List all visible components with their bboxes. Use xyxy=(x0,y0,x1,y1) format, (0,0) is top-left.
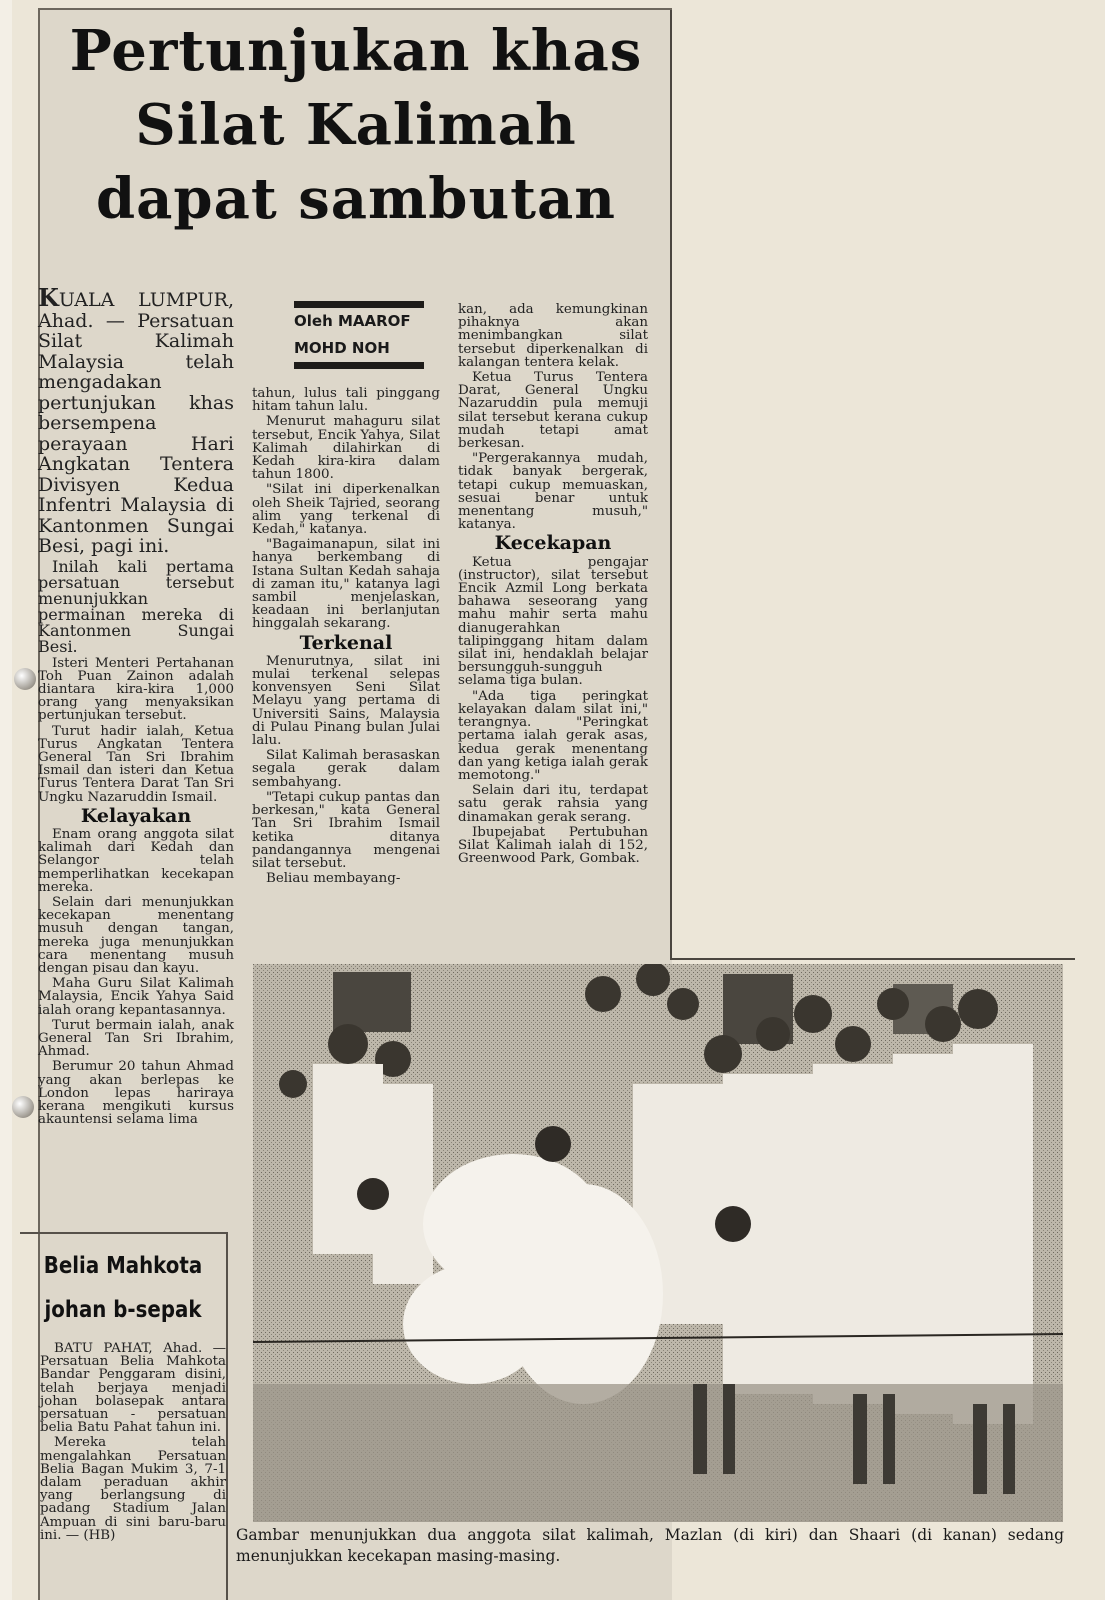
paragraph: Enam orang anggota silat kalimah dari Kedah dan Selangor telah memperlihatkan kecekapan mereka. xyxy=(38,826,234,895)
paragraph: Inilah kali pertama persatuan tersebut menunjukkan permainan mereka di Kantonmen Sungai Besi. xyxy=(38,556,234,656)
paragraph: Menurut mahaguru silat tersebut, Encik Yahya, Silat Kalimah dilahirkan di Kedah kira-kira dalam tahun 1800. xyxy=(252,414,440,483)
byline xyxy=(290,301,428,385)
byline-rule xyxy=(294,301,424,308)
paragraph: Beliau membayang- xyxy=(266,871,401,887)
paragraph: "Silat ini diperkenalkan oleh Sheik Tajried, seorang alim yang terkenal di Kedah," katanya. xyxy=(252,482,440,538)
paragraph: Selain dari menunjukkan kecekapan menentang musuh dengan tangan, mereka juga menunjukkan cara menentang musuh dengan pisau dan kayu. xyxy=(38,894,234,976)
lead-paragraph xyxy=(38,283,234,557)
sidebar-headline xyxy=(34,1244,211,1332)
byline-line: Oleh MAAROF xyxy=(294,312,411,330)
paragraph: Berumur 20 tahun Ahmad yang akan berlepas ke London lepas hariraya kerana mengikuti kursus akauntensi selama lima xyxy=(38,1059,234,1128)
sidebar-headline-line: Belia Mahkota xyxy=(43,1253,203,1279)
lead-text: UALA LUMPUR, Ahad. — Persatuan Silat Kalimah Malaysia telah mengadakan pertunjukan khas bersempena perayaan Hari Angkatan Tentera Divisyen Kedua Infentri Malaysia di Kantonmen Sungai Besi, pagi ini. xyxy=(38,289,234,557)
article-column-3 xyxy=(458,303,648,867)
paragraph: Maha Guru Silat Kalimah Malaysia, Encik Yahya Said ialah orang kepantasannya. xyxy=(38,976,234,1018)
paragraph: Ketua Turus Tentera Darat, General Ungku Nazaruddin pula memuji silat tersebut kerana cukup mudah tetapi amat berkesan. xyxy=(458,370,648,452)
clipping-edge xyxy=(670,10,672,960)
paragraph: Menurutnya, silat ini mulai terkenal selepas konvensyen Seni Silat Melayu yang pertama di Universiti Sains, Malaysia di Pulau Pinang bulan Julai lalu. xyxy=(252,653,440,749)
news-photo xyxy=(253,964,1063,1522)
paragraph: "Bagaimanapun, silat ini hanya berkembang di Istana Sultan Kedah sahaja di zaman itu," katanya lagi sambil menjelaskan, keadaan ini berlanjutan hinggalah sekarang. xyxy=(252,537,440,632)
article-column-2 xyxy=(252,387,440,887)
subheading: Kelayakan xyxy=(80,804,192,827)
punch-hole xyxy=(12,1096,34,1118)
paragraph: Isteri Menteri Pertahanan Toh Puan Zainon adalah diantara kira-kira 1,000 orang yang menyaksikan pertunjukan tersebut. xyxy=(38,655,234,724)
clipping-edge xyxy=(670,958,1075,960)
punch-hole xyxy=(14,668,36,690)
paragraph: Turut hadir ialah, Ketua Turus Angkatan Tentera General Tan Sri Ibrahim Ismail dan isteri dan Ketua Turus Tentera Darat Tan Sri Ungku Nazaruddin Ismail. xyxy=(38,723,234,805)
article-headline xyxy=(50,14,662,236)
paragraph: Turut bermain ialah, anak General Tan Sri Ibrahim, Ahmad. xyxy=(38,1017,234,1060)
headline-line: dapat sambutan xyxy=(95,166,617,232)
photo-illustration xyxy=(253,964,1063,1522)
subheading: Kecekapan xyxy=(494,532,612,555)
paragraph: Selain dari itu, terdapat satu gerak rahsia yang dinamakan gerak serang. xyxy=(458,783,648,825)
paragraph: tahun, lulus tali pinggang hitam tahun lalu. xyxy=(252,386,440,415)
photo-caption: Gambar menunjukkan dua anggota silat kalimah, Mazlan (di kiri) dan Shaari (di kanan) sedang menunjukkan kecekapan masing-masing. xyxy=(236,1526,1064,1565)
sidebar-headline-line: johan b-sepak xyxy=(44,1297,202,1323)
paragraph: "Ada tiga peringkat kelayakan dalam silat ini," terangnya. "Peringkat pertama ialah gerak asas, kedua gerak menentang dan yang ketiga ialah gerak memotong." xyxy=(458,688,648,783)
paragraph: "Pergerakannya mudah, tidak banyak bergerak, tetapi cukup memuaskan, sesuai benar untuk menentang musuh," katanya. xyxy=(458,451,648,533)
headline-line: Silat Kalimah xyxy=(135,92,577,158)
paragraph: BATU PAHAT, Ahad. — Persatuan Belia Mahkota Bandar Penggaram disini, telah berjaya menjadi johan bolasepak antara persatuan - persatuan belia Batu Pahat tahun ini. xyxy=(40,1341,226,1436)
paragraph: Ibupejabat Pertubuhan Silat Kalimah ialah di 152, Greenwood Park, Gombak. xyxy=(458,824,648,867)
headline-line: Pertunjukan khas xyxy=(69,18,643,84)
article-column-1 xyxy=(38,283,234,1128)
paragraph: Silat Kalimah berasaskan segala gerak dalam sembahyang. xyxy=(252,748,440,790)
paragraph: Mereka telah mengalahkan Persatuan Belia Bagan Mukim 3, 7-1 dalam peraduan akhir yang berlangsung di padang Stadium Jalan Ampuan di sini baru-baru ini. — (HB) xyxy=(40,1435,226,1543)
subheading: Terkenal xyxy=(299,631,393,654)
paragraph: "Tetapi cukup pantas dan berkesan," kata General Tan Sri Ibrahim Ismail ketika ditanya pandangannya mengenai silat tersebut. xyxy=(252,789,440,871)
byline-rule xyxy=(294,362,424,369)
drop-cap: K xyxy=(38,283,59,312)
paragraph: kan, ada kemungkinan pihaknya akan menimbangkan silat tersebut diperkenalkan di kalangan tentera kelak. xyxy=(458,302,648,370)
byline-line: MOHD NOH xyxy=(294,339,390,357)
sidebar-body xyxy=(40,1342,226,1544)
sidebar-story xyxy=(20,1232,228,1600)
paragraph: Ketua pengajar (instructor), silat tersebut Encik Azmil Long berkata bahawa seseorang yang mahu mahir serta mahu dianugerahkan talipinggang hitam dalam silat ini, hendaklah belajar bersungguh-sungguh selama tiga bulan. xyxy=(458,554,648,689)
